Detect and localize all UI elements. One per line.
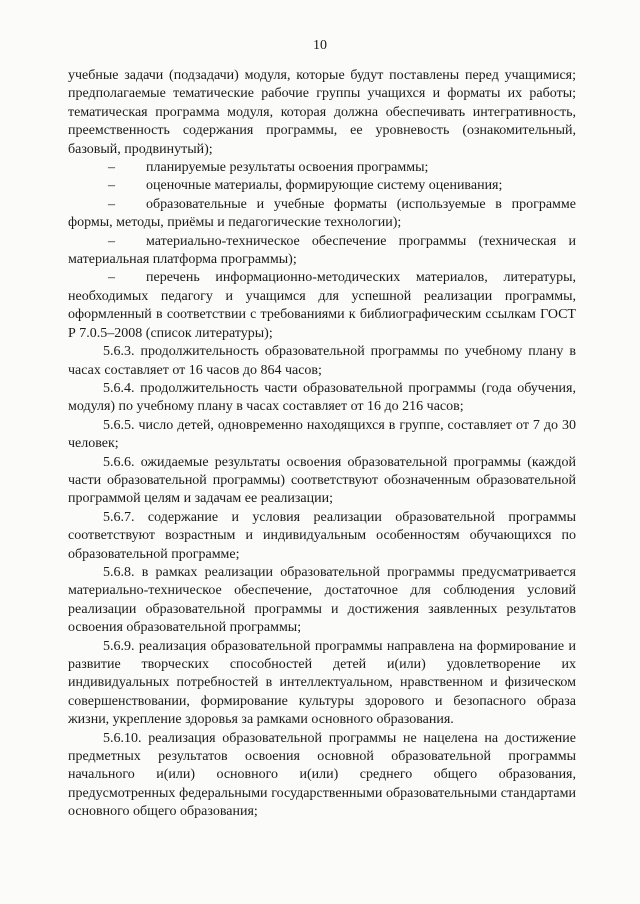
list-item-materials-list (68, 269, 576, 343)
clause-5-6-3: 5.6.3. продолжительность образовательной программы по учебному плану в часах составляет от 16 часов до 864 часов; (68, 344, 576, 378)
dash-marker: – (108, 160, 115, 176)
clause-5-6-6: 5.6.6. ожидаемые результаты освоения образовательной программы (каждой части образовательной программы) соответствуют обозначенным образовательной программой целям и задачам ее реализации; (68, 454, 576, 507)
list-item-text: перечень информационно-методических материалов, литературы, необходимых педагогу и учащимся для успешной реализации программы, оформленный в соответствии с требованиями к библиографическим ссылкам ГОСТ Р 7.0.5–2008 (список литературы); (68, 270, 576, 341)
list-item-assessment-materials (68, 177, 576, 195)
dash-marker: – (108, 178, 115, 194)
clause-5-6-8: 5.6.8. в рамках реализации образовательной программы предусматривается материально-техническое обеспечение, достаточное для соблюдения условий реализации образовательной программы и достижения заявленных результатов освоения образовательной программы; (68, 564, 576, 636)
list-item-text: материально-техническое обеспечение программы (техническая и материальная платформа программы); (68, 233, 576, 268)
list-item-text: образовательные и учебные форматы (используемые в программе формы, методы, приёмы и педагогические технологии); (68, 196, 576, 231)
list-item-text: оценочные материалы, формирующие систему оценивания; (146, 178, 503, 194)
clause-5-6-7: 5.6.7. содержание и условия реализации образовательной программы соответствуют возрастным и индивидуальным особенностям обучающихся по образовательной программе; (68, 509, 576, 562)
list-item-text: планируемые результаты освоения программы; (146, 160, 429, 176)
document-body (68, 67, 576, 822)
dash-marker: – (108, 270, 115, 286)
clause-5-6-9: 5.6.9. реализация образовательной программы направлена на формирование и развитие творческих способностей детей и(или) удовлетворение их индивидуальных потребностей в интеллектуальном, нравственном и физическом совершенствовании, формирование культуры здорового и безопасного образа жизни, укрепление здоровья за рамками основного образования. (68, 638, 576, 728)
page-number: 10 (313, 38, 327, 53)
clause-5-6-5: 5.6.5. число детей, одновременно находящихся в группе, составляет от 7 до 30 человек; (68, 417, 576, 452)
clause-5-6-4: 5.6.4. продолжительность части образовательной программы (года обучения, модуля) по учебному плану в часах составляет от 16 до 216 часов; (68, 380, 576, 415)
list-item-formats (68, 196, 576, 233)
list-item-planned-results (68, 159, 576, 177)
dash-marker: – (108, 233, 115, 249)
clause-5-6-10: 5.6.10. реализация образовательной программы не нацелена на достижение предметных результатов освоения основной образовательной программы начального и(или) основного и(или) среднего общего образования, предусмотренных федеральными государственными образовательными стандартами основного общего образования; (68, 730, 576, 820)
paragraph-intro: учебные задачи (подзадачи) модуля, которые будут поставлены перед учащимися; предполагаемые тематические рабочие группы учащихся и форматы их работы; тематическая программа модуля, которая должна обеспечивать интегративность, преемственность содержания программы, ее уровневость (ознакомительный, базовый, продвинутый); (68, 68, 576, 157)
dash-marker: – (108, 196, 115, 212)
list-item-technical-support (68, 233, 576, 270)
